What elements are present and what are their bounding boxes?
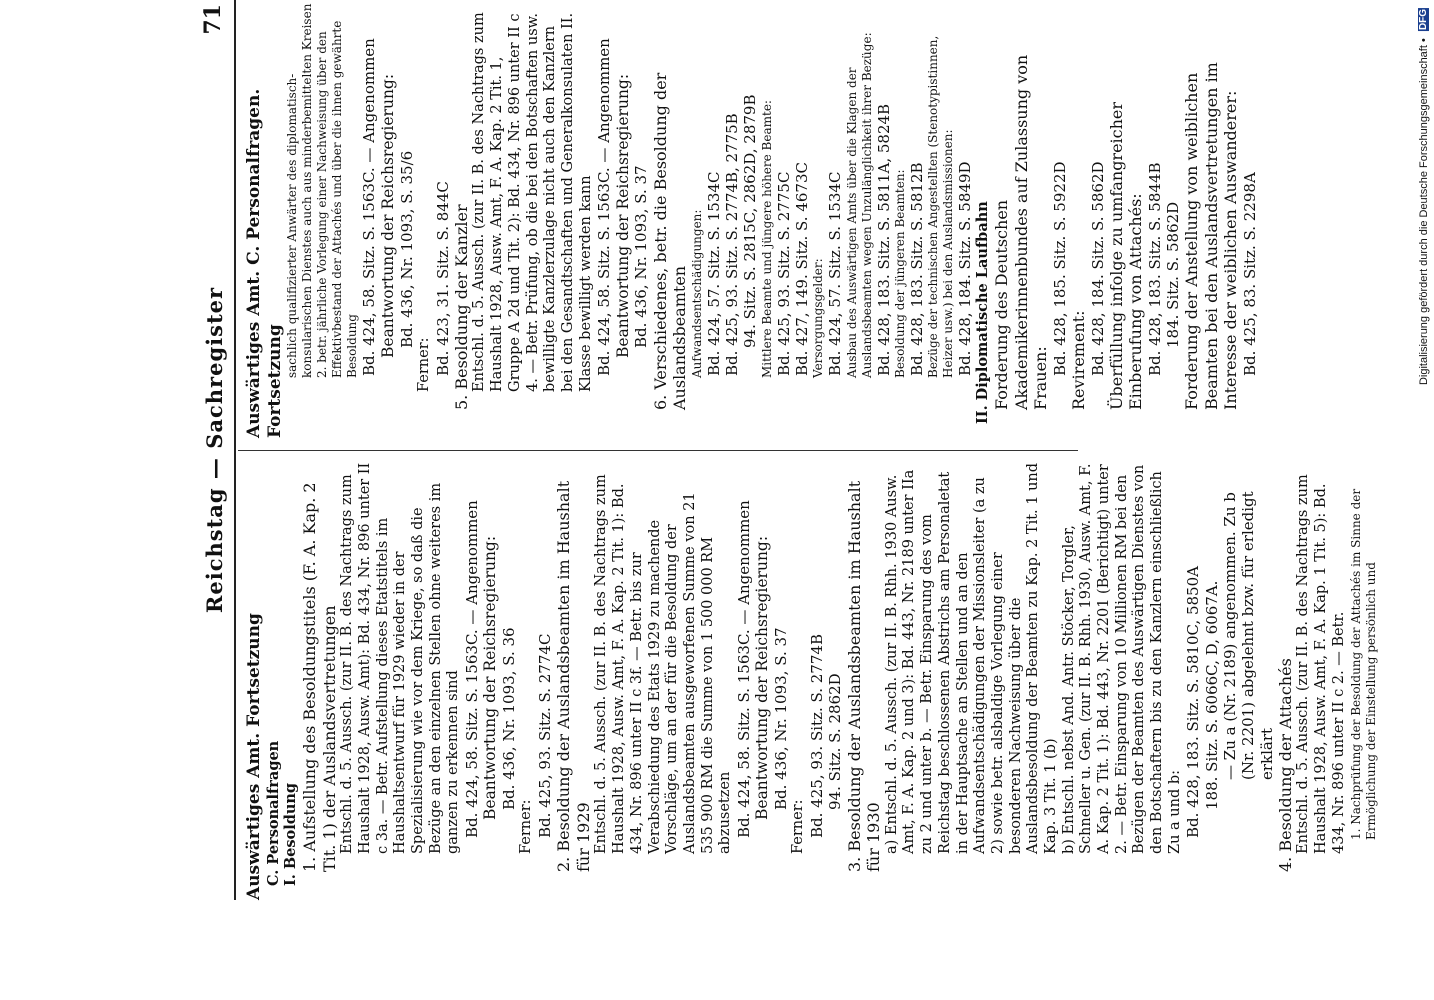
- right-column-entry: II. Diplomatische Laufbahn: [974, 201, 992, 424]
- left-column-entry: Zu a und b:: [1166, 769, 1183, 854]
- right-column-entry: Revirement:: [1069, 310, 1089, 410]
- left-column-entry: Ferner:: [790, 799, 807, 854]
- right-column-entry: Bd. 428, 183. Sitz. S. 5812B: [907, 162, 926, 376]
- column-divider: [238, 450, 1078, 451]
- right-column-entry: Bd. 424, 58. Sitz. S. 1563C. — Angenommen: [360, 38, 379, 376]
- left-column-entry: Bd. 424, 58. Sitz. S. 1563C. — Angenommen: [734, 500, 753, 838]
- left-column-entry: Beantwortung der Reichsregierung:: [481, 535, 500, 820]
- left-column-entry: Auswärtiges Amt. Fortsetzung: [244, 613, 264, 900]
- left-column-entry: 1. Aufstellung des Besoldungstitels (F. A. Kap. 2 Tit. 1) der Auslandsvertretungen: [300, 482, 339, 872]
- left-column: [244, 462, 1379, 900]
- left-column-entry: Beantwortung der Reichsregierung:: [753, 535, 772, 820]
- left-column-entry: 4. Besoldung der Attachés: [1275, 658, 1295, 872]
- right-column-entry: Aufwandsentschädigungen:: [689, 209, 704, 378]
- left-column-entry: 94. Sitz. S. 2862D: [826, 673, 845, 810]
- left-column-entry: 1. Nachprüfung der Besoldung der Attachés im Sinne der Ermöglichung der Einstellung persönlich und: [1348, 488, 1378, 840]
- left-column-entry: 188. Sitz. S. 6066C, D, 6067A.: [1202, 580, 1221, 810]
- running-title: Reichstag — Sachregister: [202, 286, 227, 614]
- right-column-entry: Bd. 428, 185. Sitz. S. 5922D: [1050, 161, 1069, 376]
- right-column-entry: 6. Verschiedenes, betr. die Besoldung der Auslandsbeamten: [650, 72, 690, 410]
- right-column-entry: Bd. 425, 83. Sitz. S. 2298A: [1241, 172, 1259, 376]
- left-column-entry: I. Besoldung: [282, 782, 300, 886]
- running-header: [200, 0, 236, 900]
- right-column-entry: Forderung der Anstellung von weiblichen Beamten bei den Auslandsvertretungen im Interesse der weiblichen Auswanderer:: [1182, 62, 1241, 410]
- dfg-logo: DFG: [1418, 9, 1429, 31]
- right-column-entry: Auswärtiges Amt. C. Personalfragen. Fortsetzung: [244, 88, 285, 438]
- right-column-entry: Beantwortung der Reichsregierung:: [613, 73, 632, 358]
- left-column-entry: Bd. 436, Nr. 1093, S. 36: [500, 627, 519, 810]
- right-column-entry: Ausbau des Auswärtigen Amts über die Klagen der Auslandsbeamten wegen Unzulänglichkeit ihrer Bezüge:: [844, 32, 874, 378]
- funding-note-text: Digitalisierung gefördert durch die Deutsche Forschungsgemeinschaft •: [1418, 38, 1430, 386]
- left-column-entry: Entschl. d. 5. Aussch. (zur II. B. des Nachtrags zum Haushalt 1928, Ausw. Amt): Bd. 434, Nr. 896 unter II c 3a. — Betr. Aufstellung dieses Etatstitels im Haushaltsentwurf für 1929 wieder in der Spezialisierung wie vor dem Kriege, so daß die Bezüge an den einzelnen Stellen ohne weiteres im ganzen zu erkennen sind: [339, 462, 462, 854]
- right-column-entry: 184. Sitz. S. 5862D: [1164, 201, 1183, 348]
- left-column-entry: Ferner:: [518, 799, 535, 854]
- rotated-page-wrapper: [100, 0, 1390, 900]
- left-column-entry: Bd. 428, 183. Sitz. S. 5810C, 5850A: [1184, 566, 1203, 838]
- page-number: 71: [200, 4, 226, 35]
- right-column-entry: Beantwortung der Reichsregierung:: [378, 73, 397, 358]
- right-column-entry: Bd. 427, 149. Sitz. S. 4673C: [793, 162, 811, 376]
- right-column-entry: Bd. 425, 93. Sitz. S. 2774B, 2775B: [723, 113, 742, 376]
- right-column-entry: Bd. 428, 183. Sitz. S. 5844B: [1145, 162, 1164, 376]
- funding-note: [1418, 8, 1430, 385]
- left-column-entry: — Zu a (Nr. 2189) angenommen. Zu b (Nr. 2201) abgelehnt bzw. für erledigt erklärt: [1221, 491, 1276, 780]
- right-column-entry: Entschl. d. 5. Aussch. (zur II. B. des Nachtrags zum Haushalt 1928, Ausw. Amt, F. A. Kap. 2 Tit. 1, Gruppe A 2d und Tit. 2): Bd. 434, Nr. 896 unter II c 4. — Betr. Prüfung, ob die bei den Botschaften usw. bewilligte Kanzlerzulage nicht auch den Kanzlern bei den Gesandtschaften und Generalkonsulaten II. Klasse bewilligt werden kann: [471, 12, 594, 392]
- right-column-entry: 94. Sitz. S. 2815C, 2862D, 2879B: [741, 94, 760, 348]
- right-column-entry: sachlich qualifizierter Anwärter des diplomatisch-konsularischen Dienstes auch aus minderbemittelten Kreisen: [285, 3, 315, 378]
- left-column-entry: a) Entschl. d. 5. Aussch. (zur II. B. Rhh. 1930 Ausw. Amt, F. A. Kap. 2 und 3): Bd. 443, Nr. 2189 unter IIa zu 2 und unter b. — Betr. Einsparung des vom Reichstag beschlossenen Abstrichs am Personaletat in der Hauptsache an Stellen und an den Aufwandsentschädigungen der Missionsleiter (a zu 2) sowie betr. alsbaldige Vorlegung einer besonderen Nachweisung über die Auslandsbesoldung der Beamten zu Kap. 2 Tit. 1 und Kap. 3 Tit. 1 (b): [883, 462, 1059, 854]
- left-column-entry: Entschl. d. 5. Aussch. (zur II. B. des Nachtrags zum Haushalt 1928, Ausw. Amt, F. A. Kap. 1 Tit. 5): Bd. 434, Nr. 896 unter II c 2. — Betr.: [1295, 474, 1347, 854]
- left-column-entry: b) Entschl. nebst And. Antr. Stöcker, Torgler, Schneller u. Gen. (zur II. B. Rhh. 1930, Ausw. Amt, F. A. Kap. 2 Tit. 1): Bd. 443, Nr. 2201 (Berichtigt) unter 2. — Betr. Einsparung von 10 Millionen RM bei den Bezügen der Beamten des Auswärtigen Dienstes von den Botschaftern bis zu den Kanzlern einschließlich: [1060, 463, 1166, 854]
- right-column-entry: 2. betr. jährliche Vorlegung einer Nachweisung über den Effektivbestand der Attachés und über die ihnen gewährte Besoldung: [315, 20, 360, 378]
- left-column-entry: Bd. 424, 58. Sitz. S. 1563C. — Angenommen: [462, 500, 481, 838]
- left-column-entry: Entschl. d. 5. Aussch. (zur II. B. des Nachtrags zum Haushalt 1928, Ausw. Amt, F. A. Kap. 2 Tit. 1): Bd. 434, Nr. 896 unter II c 3f. — Betr. bis zur Verabschiedung des Etats 1929 zu machende Vorschläge, um an der für die Besoldung der Auslandsbeamten ausgeworfenen Summe von 21 535 900 RM die Summe von 1 500 000 RM abzusetzen: [593, 474, 734, 854]
- right-column-entry: Bd. 423, 31. Sitz. S. 844C: [433, 181, 452, 376]
- left-column-entry: Bd. 436, Nr. 1093, S. 37: [772, 627, 791, 810]
- right-column: [244, 0, 1259, 438]
- right-column-entry: Bd. 436, Nr. 1093, S. 35/6: [397, 150, 416, 348]
- right-column-entry: Bd. 428, 184. Sitz. S. 5862D: [1088, 161, 1107, 376]
- right-column-entry: Bd. 424, 57. Sitz. S. 1534C: [826, 171, 845, 376]
- right-column-entry: Versorgungsgelder:: [811, 258, 826, 378]
- right-column-entry: Ferner:: [415, 337, 432, 392]
- left-column-entry: 2. Besoldung der Auslandsbeamten im Haushalt für 1929: [554, 480, 593, 872]
- right-column-entry: Bd. 425, 93. Sitz. S. 2775C: [774, 171, 793, 376]
- right-column-entry: Überfüllung infolge zu umfangreicher Einberufung von Attachés:: [1106, 101, 1146, 410]
- right-column-entry: Bd. 424, 58. Sitz. S. 1563C. — Angenommen: [595, 38, 614, 376]
- right-column-entry: Forderung des Deutschen Akademikerinnenbundes auf Zulassung von Frauen:: [992, 54, 1051, 410]
- right-column-entry: Bezüge der technischen Angestellten (Stenotypistinnen, Heizer usw.) bei den Auslandsmissionen:: [926, 35, 956, 378]
- right-column-entry: Besoldung der jüngeren Beamten:: [892, 169, 907, 378]
- right-column-entry: Bd. 424, 57. Sitz. S. 1534C: [704, 171, 723, 376]
- left-column-entry: 3. Besoldung der Auslandsbeamten im Haushalt für 1930: [844, 480, 884, 872]
- scanned-page: [200, 0, 1434, 900]
- right-column-entry: Bd. 428, 183. Sitz. S. 5811A, 5824B: [874, 103, 893, 376]
- left-column-entry: Bd. 425, 93. Sitz. S. 2774C: [536, 633, 555, 838]
- right-column-entry: 5. Besoldung der Kanzler: [451, 204, 471, 410]
- left-column-entry: Bd. 425, 93. Sitz. S. 2774B: [808, 634, 827, 838]
- right-column-entry: Bd. 436, Nr. 1093, S. 37: [632, 165, 651, 348]
- right-column-entry: Mittlere Beamte und jüngere höhere Beamte:: [759, 100, 774, 378]
- left-column-entry: C. Personalfragen: [264, 740, 282, 886]
- right-column-entry: Bd. 428, 184. Sitz. S. 5849D: [956, 161, 975, 376]
